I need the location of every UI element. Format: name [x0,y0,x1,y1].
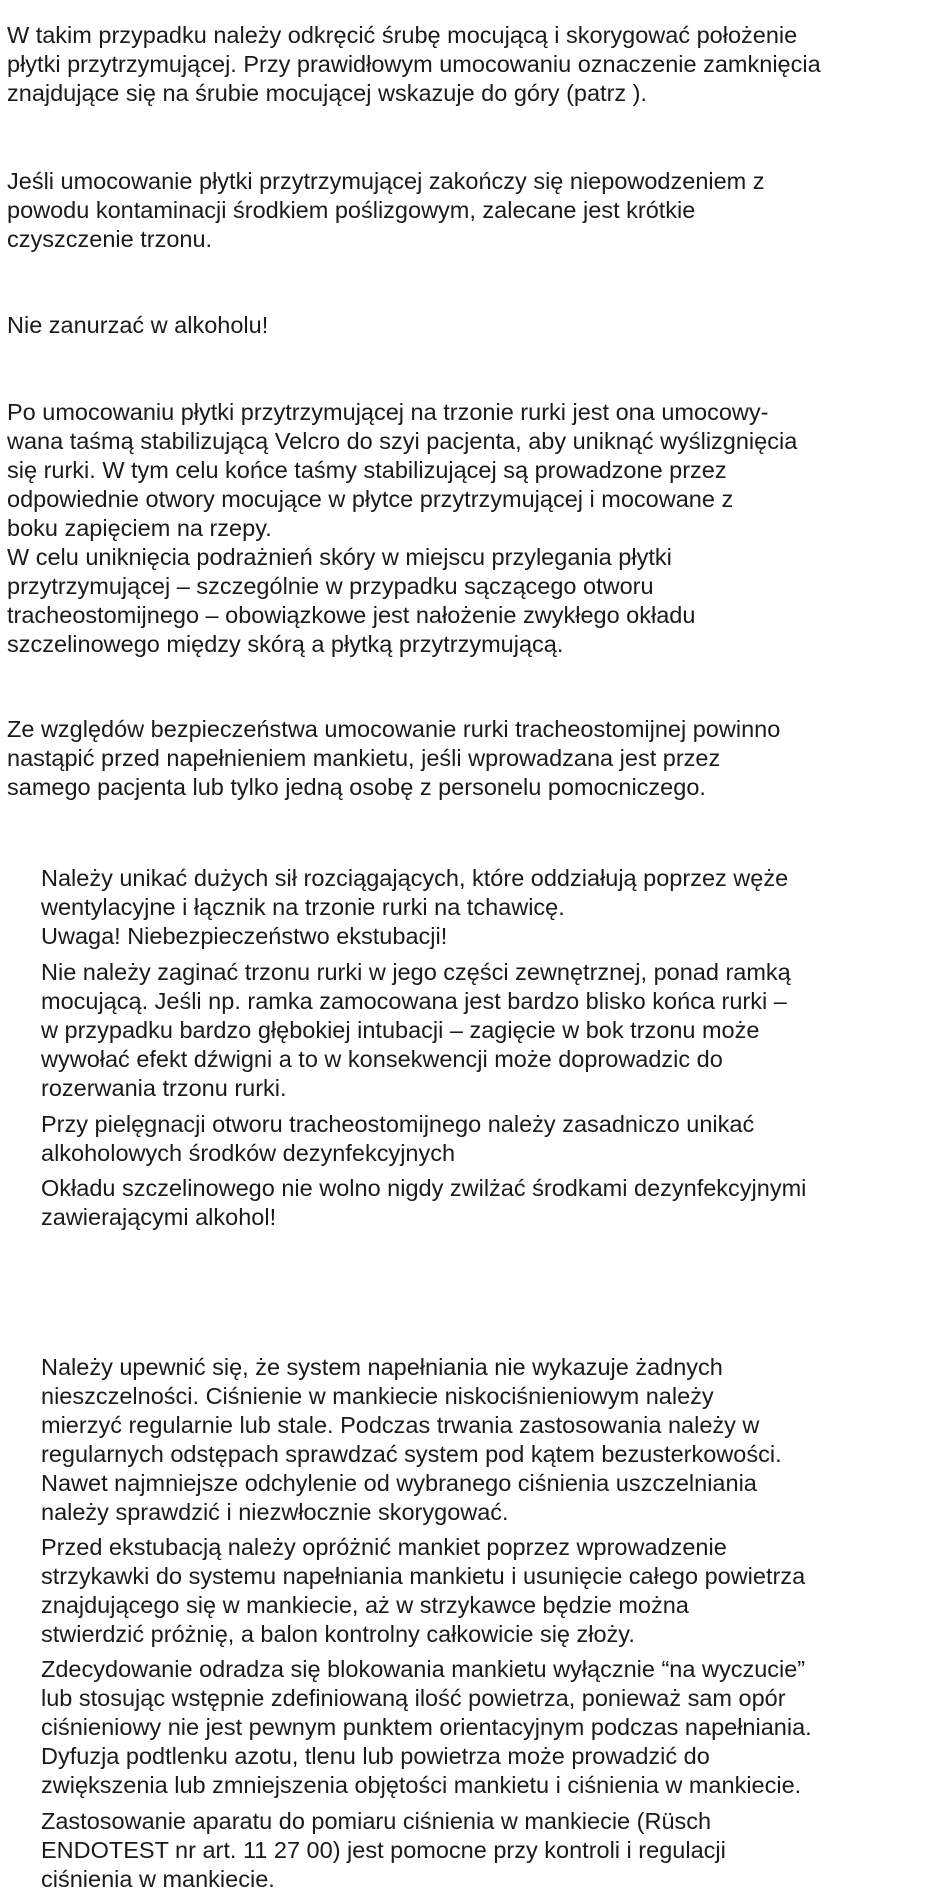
paragraph-safety-fixation: Ze względów bezpieczeństwa umocowanie rurki tracheostomijnej powinno nastąpić przed napełnieniem mankietu, jeśli wprowadzana jest przez samego pacjenta lub tylko jedną osobę z personelu pomocniczego. [7,716,781,800]
warning-cuff-blocking: Zdecydowanie odradza się blokowania mankietu wyłącznie “na wyczucie” lub stosując wstępnie zdefiniowaną ilość powietrza, ponieważ sam opór ciśnieniowy nie jest pewnym punktem orientacyjnym podczas napełniania. Dyfuzja podtlenku azotu, tlenu lub powietrza może prowadzić do zwiększenia lub zmniejszenia objętości mankietu i ciśnienia w mankiecie. [41,1656,812,1798]
warning-tension: Należy unikać dużych sił rozciągających, które oddziałują poprzez węże wentylacyjne i łącznik na trzonie rurki na tchawicę. Uwaga! Niebezpieczeństwo ekstubacji! [41,865,789,949]
warning-disinfectant: Przy pielęgnacji otworu tracheostomijnego należy zasadniczo unikać alkoholowych środków dezynfekcyjnych [41,1111,755,1166]
paragraph-contamination: Jeśli umocowanie płytki przytrzymującej zakończy się niepowodzeniem z powodu kontaminacji środkiem poślizgowym, zalecane jest krótkie czyszczenie trzonu. [7,168,765,252]
warning-leak-check: Należy upewnić się, że system napełniania nie wykazuje żadnych nieszczelności. Ciśnienie w mankiecie niskociśnieniowym należy mierzyć regularnie lub stale. Podczas trwania zastosowania należy w regularnych odstępach sprawdzać system pod kątem bezusterkowości. Nawet najmniejsze odchylenie od wybranego ciśnienia uszczelniania należy sprawdzić i niezwłocznie skorygować. [41,1354,782,1525]
warning-gauze: Okładu szczelinowego nie wolno nigdy zwilżać środkami dezynfekcyjnymi zawierającymi alkohol! [41,1175,807,1230]
paragraph-no-alcohol: Nie zanurzać w alkoholu! [7,312,269,338]
paragraph-plate-adjustment: W takim przypadku należy odkręcić śrubę mocującą i skorygować położenie płytki przytrzymującej. Przy prawidłowym umocowaniu oznaczenie zamknięcia znajdujące się na śrubie mocującej wskazuje do góry (patrz ). [7,22,821,106]
warning-bending: Nie należy zaginać trzonu rurki w jego części zewnętrznej, ponad ramką mocującą. Jeśli np. ramka zamocowana jest bardzo blisko końca rurki – w przypadku bardzo głębokiej intubacji – zagięcie w bok trzonu może wywołać efekt dźwigni a to w konsekwencji może doprowadzic do rozerwania trzonu rurki. [41,959,791,1101]
warning-endotest: Zastosowanie aparatu do pomiaru ciśnienia w mankiecie (Rüsch ENDOTEST nr art. 11 27 00) jest pomocne przy kontroli i regulacji ciśnienia w mankiecie. [41,1808,726,1892]
warning-extubation: Przed ekstubacją należy opróżnić mankiet poprzez wprowadzenie strzykawki do systemu napełniania mankietu i usunięcie całego powietrza znajdującego się w mankiecie, aż w strzykawce będzie można stwierdzić próżnię, a balon kontrolny całkowicie się złoży. [41,1534,806,1647]
paragraph-velcro-fixation: Po umocowaniu płytki przytrzymującej na trzonie rurki jest ona umocowy- wana taśmą stabilizującą Velcro do szyi pacjenta, aby uniknąć wyślizgnięcia się rurki. W tym celu końce taśmy stabilizującej są prowadzone przez odpowiednie otwory mocujące w płytce przytrzymującej i mocowane z boku zapięciem na rzepy. W celu uniknięcia podrażnień skóry w miejscu przylegania płytki przytrzymującej – szczególnie w przypadku sączącego otworu tracheostomijnego – obowiązkowe jest nałożenie zwykłego okładu szczelinowego między skórą a płytką przytrzymującą. [7,399,798,657]
